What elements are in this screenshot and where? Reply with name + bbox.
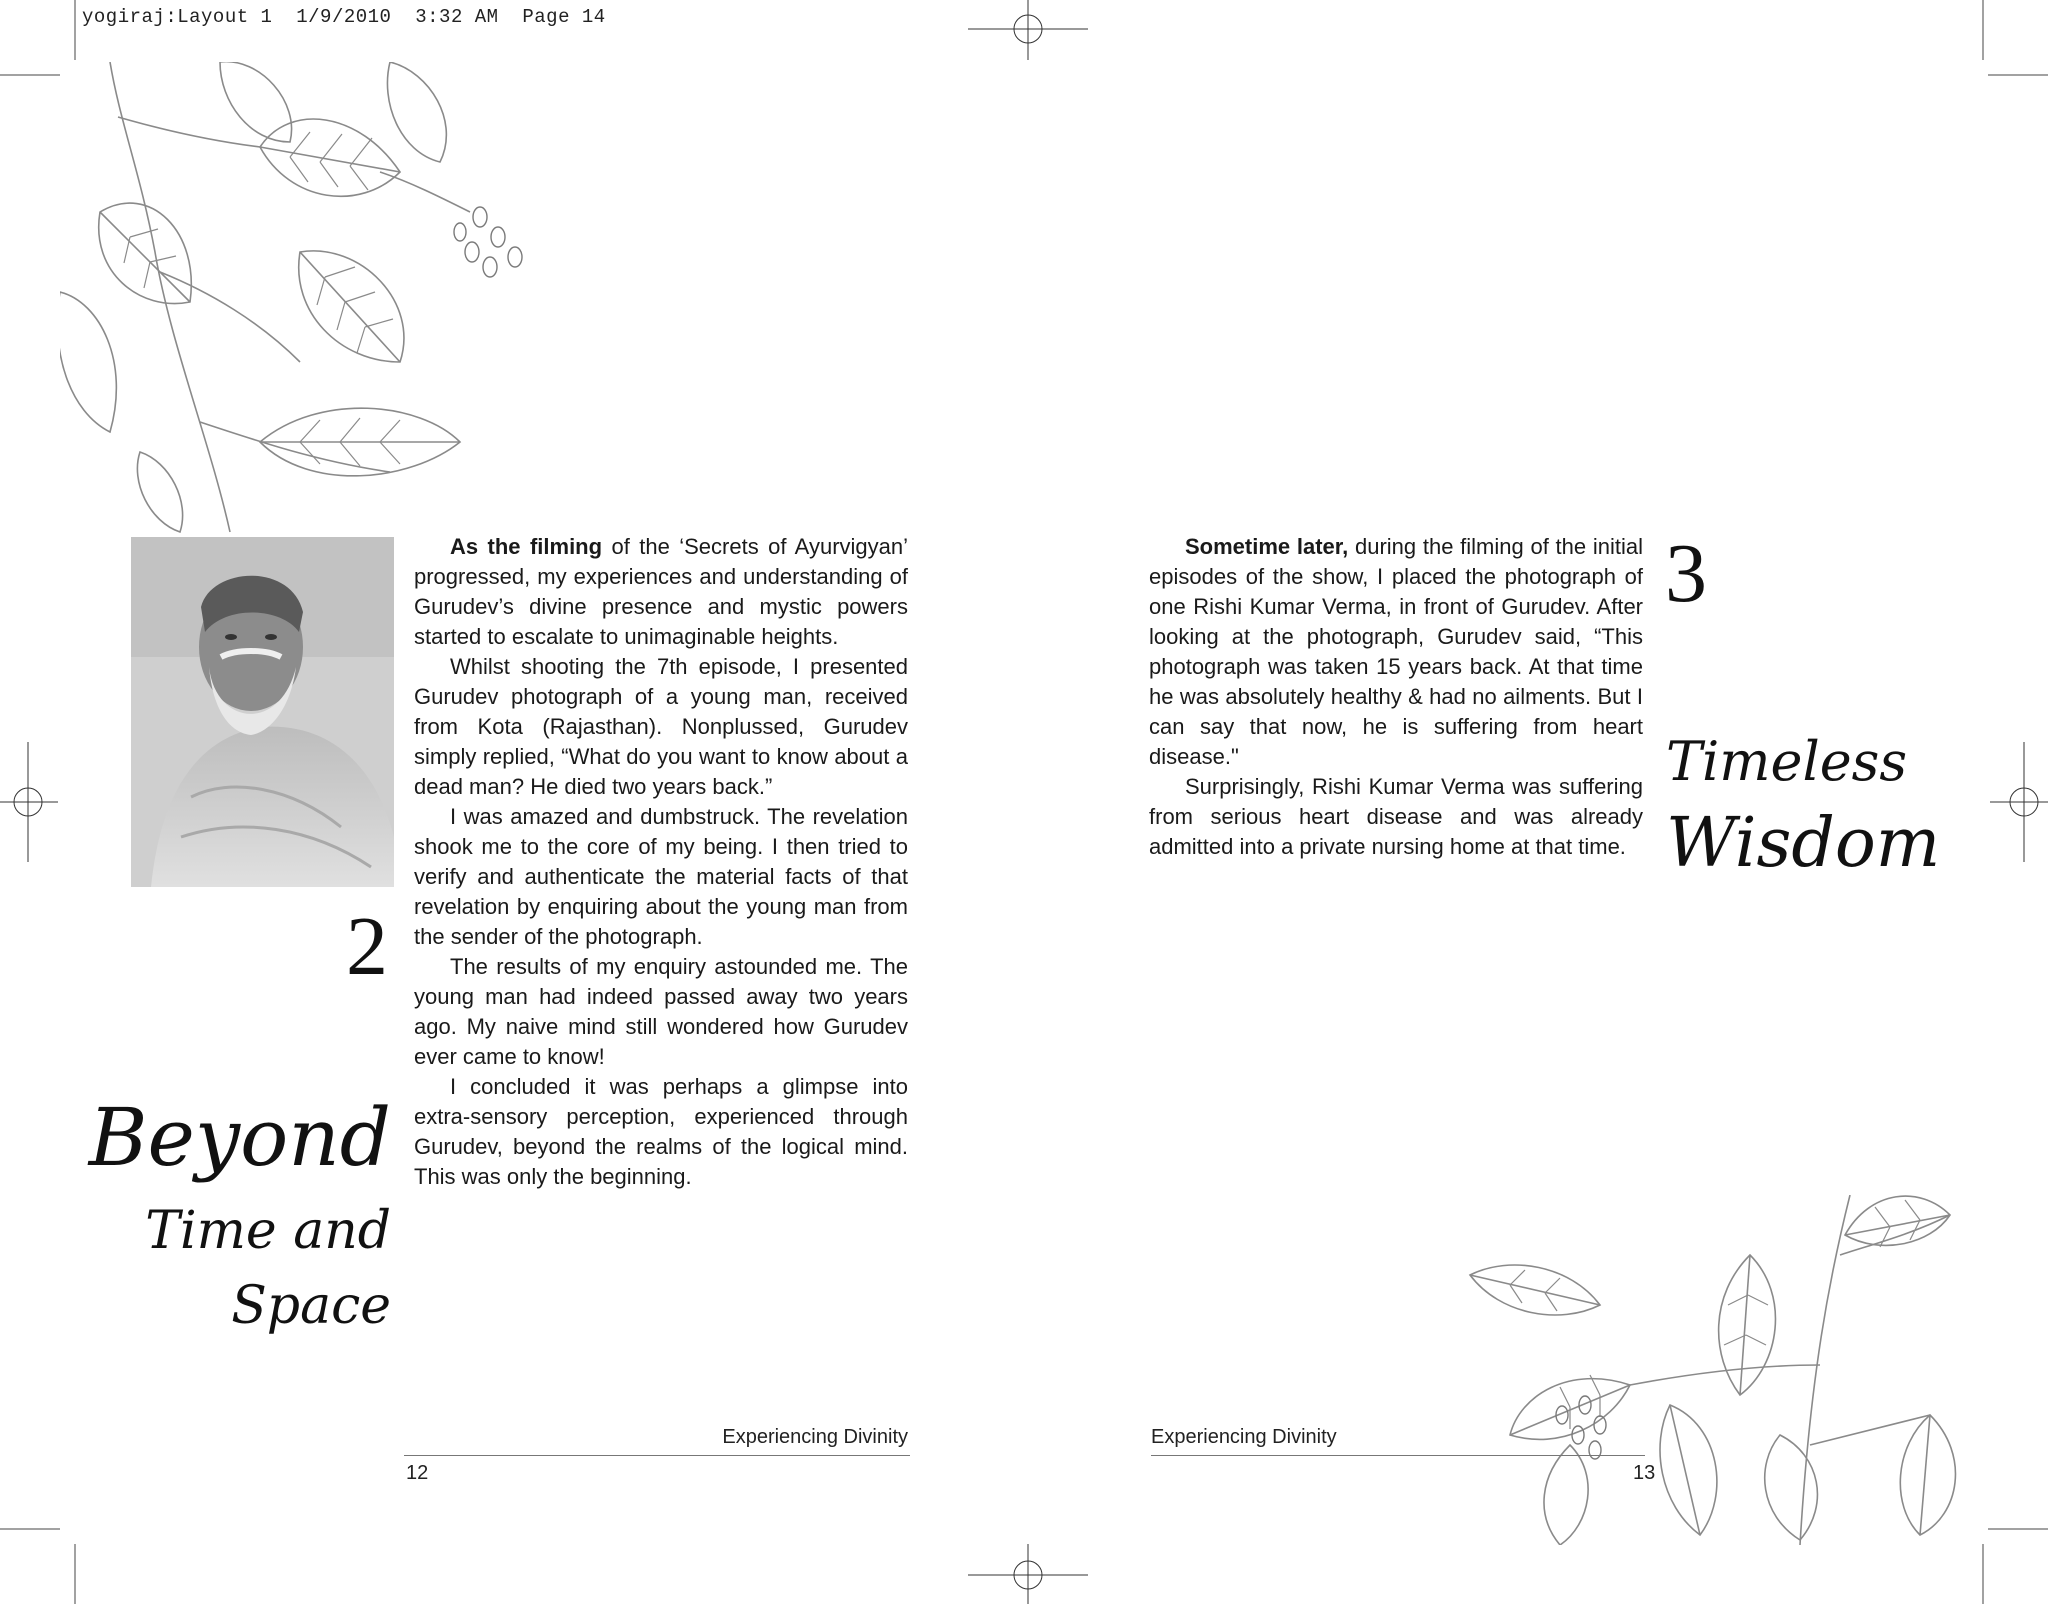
chapter-title-line-2: Wisdom xyxy=(1666,804,1941,883)
paragraph: Sometime later, during the filming of the initial episodes of the show, I placed the photograph of one Rishi Kumar Verma, in front of Gurudev. After looking at the photograph, Gurudev said, “This photograph was taken 15 years back. At that time he was absolutely healthy & had no ailments. But I can say that now, he is suffering from heart disease." xyxy=(1149,534,1643,769)
chapter-title-line-1: Timeless xyxy=(1666,730,1908,793)
paragraph: I was amazed and dumbstruck. The revelation shook me to the core of my being. I then tried to verify and authenticate the material facts of that revelation by enquiring about the young man from the sender of the photograph. xyxy=(414,804,908,949)
footer-rule xyxy=(1151,1455,1645,1456)
chapter-number: 3 xyxy=(1665,527,1707,620)
gurudev-photo xyxy=(131,537,394,887)
running-footer-title: Experiencing Divinity xyxy=(1151,1426,1337,1448)
left-body-text xyxy=(414,532,908,1192)
registration-mark-right xyxy=(1990,742,2048,862)
paragraph: Whilst shooting the 7th episode, I presented Gurudev photograph of a young man, received from Kota (Rajasthan). Nonplussed, Gurudev simply replied, “What do you want to know about a dead man? He died two years back.” xyxy=(414,654,908,799)
leaf-illustration-bottom xyxy=(1450,1195,2010,1545)
chapter-title-line-1: Beyond xyxy=(88,1091,391,1184)
page-number: 13 xyxy=(1633,1462,1656,1484)
berry-cluster xyxy=(454,207,522,277)
lead-in: As the filming xyxy=(450,534,603,559)
registration-mark-bottom xyxy=(968,1544,1088,1604)
paragraph: As the filming of the ‘Secrets of Ayurvigyan’ progressed, my experiences and understanding of Gurudev’s divine presence and mystic powers started to escalate to unimaginable heights. xyxy=(414,534,908,649)
slug-line: yogiraj:Layout 1 1/9/2010 3:32 AM Page 14 xyxy=(82,6,606,28)
right-body-text xyxy=(1149,532,1643,862)
paragraph: I concluded it was perhaps a glimpse into extra-sensory perception, experienced through Gurudev, beyond the realms of the logical mind. This was only the beginning. xyxy=(414,1074,908,1189)
paragraph: The results of my enquiry astounded me. The young man had indeed passed away two years ago. My naive mind still wondered how Gurudev ever came to know! xyxy=(414,954,908,1069)
chapter-number: 2 xyxy=(346,900,388,993)
chapter-title-line-3: Space xyxy=(231,1276,391,1336)
running-footer-title: Experiencing Divinity xyxy=(722,1426,908,1448)
registration-mark-left xyxy=(0,742,58,862)
leaf-illustration-top xyxy=(60,62,540,542)
page-number: 12 xyxy=(406,1462,429,1484)
footer-rule xyxy=(404,1455,910,1456)
chapter-title-line-2: Time and xyxy=(145,1201,391,1261)
paragraph: Surprisingly, Rishi Kumar Verma was suffering from serious heart disease and was already admitted into a private nursing home at that time. xyxy=(1149,774,1643,859)
lead-in: Sometime later, xyxy=(1185,534,1349,559)
registration-mark-top xyxy=(968,0,1088,60)
